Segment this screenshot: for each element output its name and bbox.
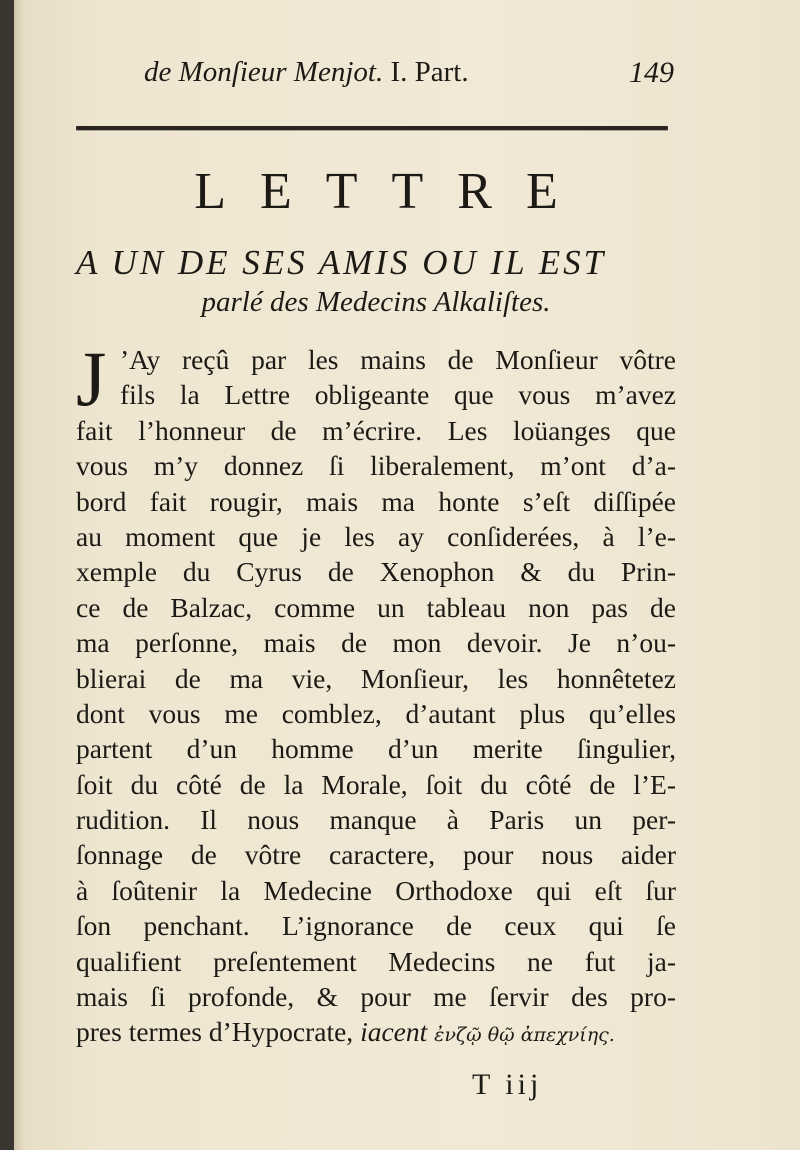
body-line: ſonnage de vôtre caractere, pour nous aider [76,839,676,871]
body-line: ſoit du côté de la Morale, ſoit du côté de l’E- [76,768,676,800]
body-line: dont vous me comblez, d’autant plus qu’elles [76,697,676,729]
subtitle-line-1: A UN DE SES AMIS OU IL EST [76,243,607,282]
body-line: fait l’honneur de m’écrire. Les loüanges que [76,414,676,446]
body-line: fils la Lettre obligeante que vous m’avez [120,379,676,411]
body-line: au moment que je les ay conſiderées, à l’e- [76,520,676,552]
body-line: ’Ay reçû par les mains de Monſieur vôtre [120,344,676,375]
body-line-final [76,1014,676,1049]
running-head-title: de Monſieur Menjot. I. Part. [144,56,469,88]
letter-title: LETTRE [194,163,592,220]
body-line: partent d’un homme d’un merite ſingulier, [76,733,676,765]
running-head [144,50,674,96]
body-line: rudition. Il nous manque à Paris un per- [76,804,676,836]
signature-mark [76,1068,676,1108]
running-head-part: I. Part. [390,56,469,88]
greek-quotation: ἐνζῷ θῷ ἀπεχνίης. [434,1024,615,1047]
letter-body [76,335,676,1050]
body-line: xemple du Cyrus de Xenophon & du Prin- [76,556,676,588]
signature-text: T iij [472,1068,543,1101]
body-line: qualifient preſentement Medecins ne fut ja- [76,945,676,977]
latin-word: iacent [360,1016,428,1048]
body-line: ce de Balzac, comme un tableau non pas de [76,591,676,623]
body-line: ſon penchant. L’ignorance de ceux qui ſe [76,910,676,942]
body-line: blierai de ma vie, Monſieur, les honnêtetez [76,662,676,694]
body-line: ma perſonne, mais de mon devoir. Je n’ou- [76,627,676,659]
body-line: à ſoûtenir la Medecine Orthodoxe qui eſt ſur [76,874,676,906]
subtitle-line-2: parlé des Medecins Alkaliſtes. [201,286,551,318]
body-line: bord fait rougir, mais ma honte s’eſt diſſipée [76,485,676,517]
page-number: 149 [629,56,674,89]
book-page [14,0,800,1150]
drop-cap: J [76,335,107,422]
header-rule [76,126,668,130]
body-line: mais ſi profonde, & pour me ſervir des pro- [76,981,676,1013]
body-line-final-text: pres termes d’Hypocrate, [76,1016,354,1048]
body-line: vous m’y donnez ſi liberalement, m’ont d’a- [76,450,676,482]
